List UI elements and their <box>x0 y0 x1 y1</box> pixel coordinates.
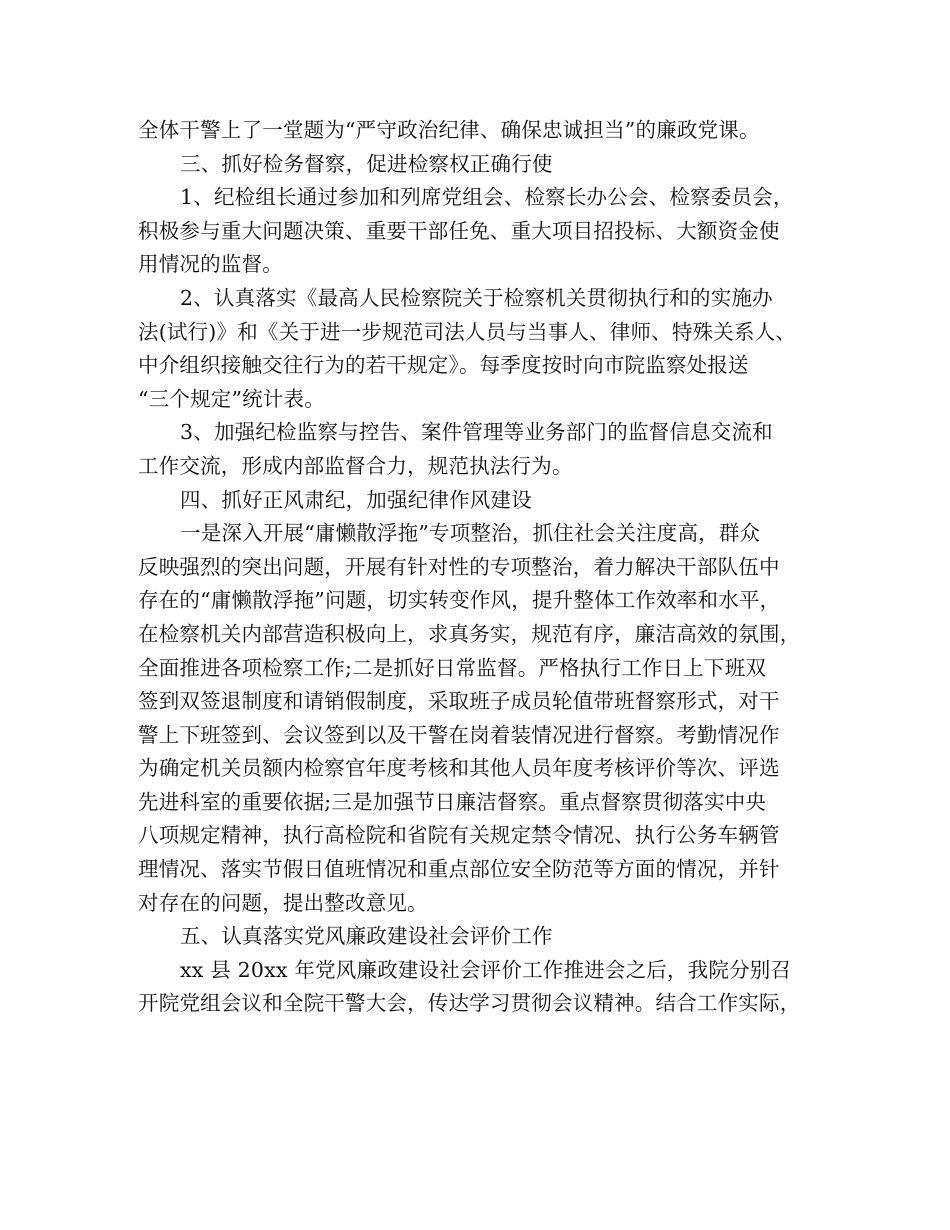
body-text-line: 中介组织接触交往行为的若干规定》。每季度按时向市院监察处报送 <box>138 353 749 378</box>
body-text-line: 在检察机关内部营造积极向上，求真务实，规范有序，廉洁高效的氛围， <box>138 621 801 646</box>
paragraph-start: 3、加强纪检监察与控告、案件管理等业务部门的监督信息交流和 <box>180 420 773 445</box>
paragraph-start: 1、纪检组长通过参加和列席党组会、检察长办公会、检察委员会， <box>180 185 794 210</box>
body-text-line: “三个规定”统计表。 <box>138 386 325 411</box>
body-text-line: 八项规定精神，执行高检院和省院有关规定禁令情况、执行公务车辆管 <box>138 823 780 848</box>
section-heading: 五、认真落实党风廉政建设社会评价工作 <box>180 924 553 949</box>
body-text-line: 为确定机关员额内检察官年度考核和其他人员年度考核评价等次、评选 <box>138 756 780 781</box>
body-text-line: 警上下班签到、会议签到以及干警在岗着装情况进行督察。考勤情况作 <box>138 722 780 747</box>
paragraph-start: xx 县 20xx 年党风廉政建设社会评价工作推进会之后，我院分别召 <box>180 957 792 982</box>
paragraph-start: 2、认真落实《最高人民检察院关于检察机关贯彻执行和的实施办 <box>180 285 773 310</box>
body-text-line: 对存在的问题，提出整改意见。 <box>138 890 428 915</box>
section-heading: 三、抓好检务督察，促进检察权正确行使 <box>180 151 553 176</box>
section-heading: 四、抓好正风肃纪，加强纪律作风建设 <box>180 487 532 512</box>
body-text-line: 全面推进各项检察工作;二是抓好日常监督。严格执行工作日上下班双 <box>138 655 767 680</box>
body-text-line: 工作交流，形成内部监督合力，规范执法行为。 <box>138 453 573 478</box>
body-text-line: 法(试行)》和《关于进一步规范司法人员与当事人、律师、特殊关系人、 <box>138 319 797 344</box>
body-text-line: 签到双签退制度和请销假制度，采取班子成员轮值带班督察形式，对干 <box>138 689 780 714</box>
document-body <box>138 114 828 1021</box>
body-text-line: 先进科室的重要依据;三是加强节日廉洁督察。重点督察贯彻落实中央 <box>138 789 767 814</box>
paragraph-start: 一是深入开展“庸懒散浮拖”专项整治，抓住社会关注度高，群众 <box>180 521 761 546</box>
body-text-line: 开院党组会议和全院干警大会，传达学习贯彻会议精神。结合工作实际， <box>138 991 801 1016</box>
body-text-line: 全体干警上了一堂题为“严守政治纪律、确保忠诚担当”的廉政党课。 <box>138 118 760 142</box>
body-text-line: 反映强烈的突出问题，开展有针对性的专项整治，着力解决干部队伍中 <box>138 554 780 579</box>
body-text-line: 存在的“庸懒散浮拖”问题，切实转变作风，提升整体工作效率和水平， <box>138 588 781 613</box>
body-text-line: 用情况的监督。 <box>138 252 283 277</box>
body-text-line: 理情况、落实节假日值班情况和重点部位安全防范等方面的情况，并针 <box>138 857 780 882</box>
body-text-line: 积极参与重大问题决策、重要干部任免、重大项目招投标、大额资金使 <box>138 218 780 243</box>
